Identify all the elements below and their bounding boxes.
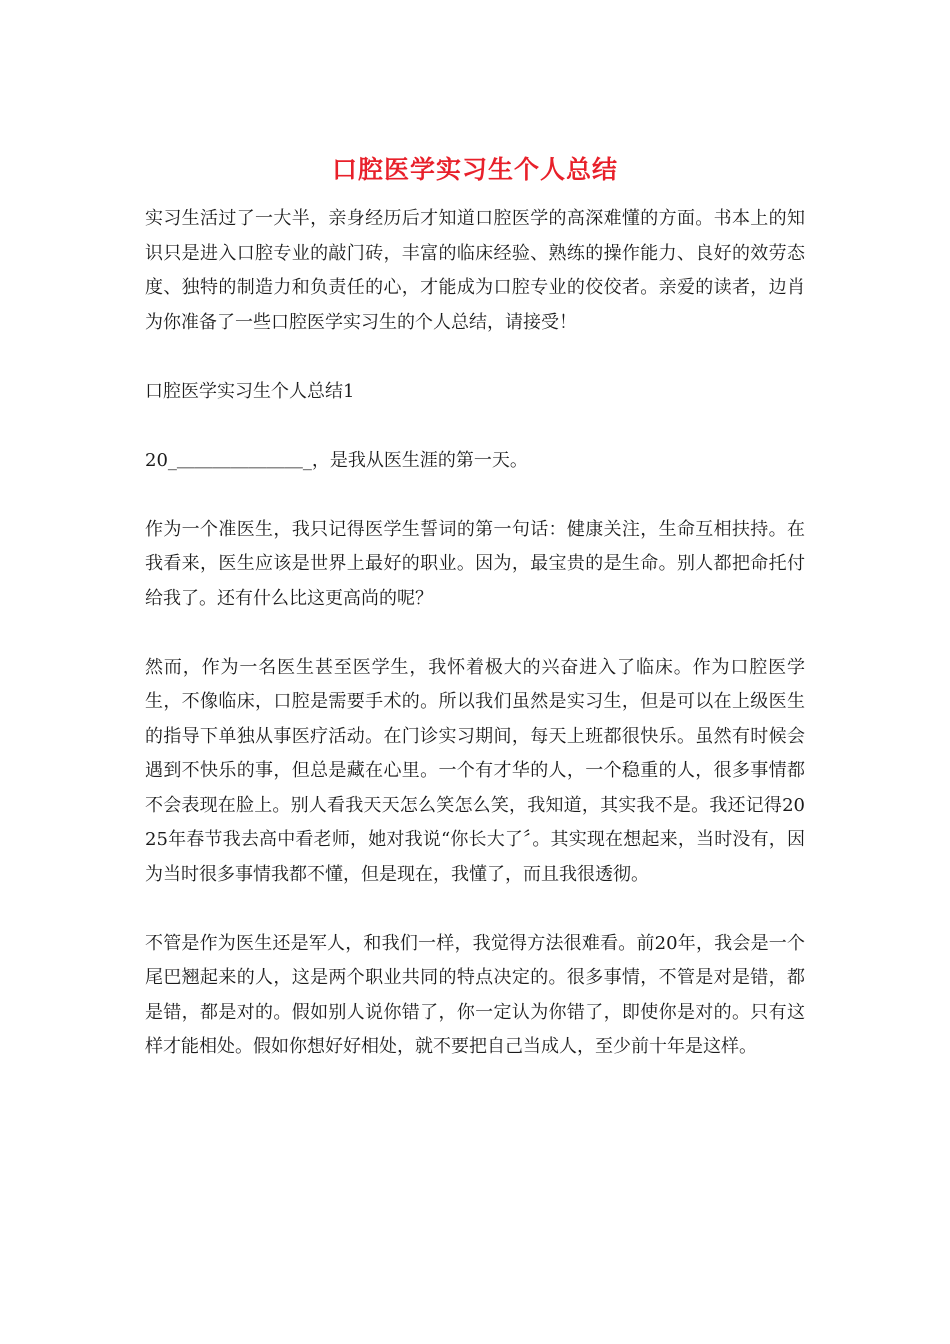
intro-paragraph: 实习生活过了一大半，亲身经历后才知道口腔医学的高深难懂的方面。书本上的知识只是进入口腔专业的敲门砖，丰富的临床经验、熟练的操作能力、良好的效劳态度、独特的制造力和负责任的心，才能成为口腔专业的佼佼者。亲爱的读者，边肖为你准备了一些口腔医学实习生的个人总结，请接受！ — [145, 208, 805, 333]
body-paragraph: 不管是作为医生还是军人，和我们一样，我觉得方法很难看。前20年，我会是一个尾巴翘起来的人，这是两个职业共同的特点决定的。很多事情，不管是对是错，都是错，都是对的。假如别人说你错了，你一定认为你错了，即使你是对的。只有这样才能相处。假如你想好好相处，就不要把自己当成人，至少前十年是这样。 — [145, 932, 805, 1057]
date-line: 20_＿＿＿＿＿＿＿_，是我从医生涯的第一天。 — [145, 449, 528, 471]
section-heading: 口腔医学实习生个人总结1 — [145, 380, 355, 402]
document-page — [145, 150, 805, 1065]
body-paragraph: 作为一个准医生，我只记得医学生誓词的第一句话：健康关注，生命互相扶持。在我看来，医生应该是世界上最好的职业。因为，最宝贵的是生命。别人都把命托付给我了。还有什么比这更高尚的呢？ — [145, 518, 805, 609]
document-title: 口腔医学实习生个人总结 — [331, 155, 618, 184]
body-paragraph: 然而，作为一名医生甚至医学生，我怀着极大的兴奋进入了临床。作为口腔医学生，不像临床，口腔是需要手术的。所以我们虽然是实习生，但是可以在上级医生的指导下单独从事医疗活动。在门诊实习期间，每天上班都很快乐。虽然有时候会遇到不快乐的事，但总是藏在心里。一个有才华的人，一个稳重的人，很多事情都不会表现在脸上。别人看我天天怎么笑怎么笑，我知道，其实我不是。我还记得2025年春节我去高中看老师，她对我说“你长大了〞。其实现在想起来，当时没有，因为当时很多事情我都不懂，但是现在，我懂了，而且我很透彻。 — [145, 656, 805, 885]
